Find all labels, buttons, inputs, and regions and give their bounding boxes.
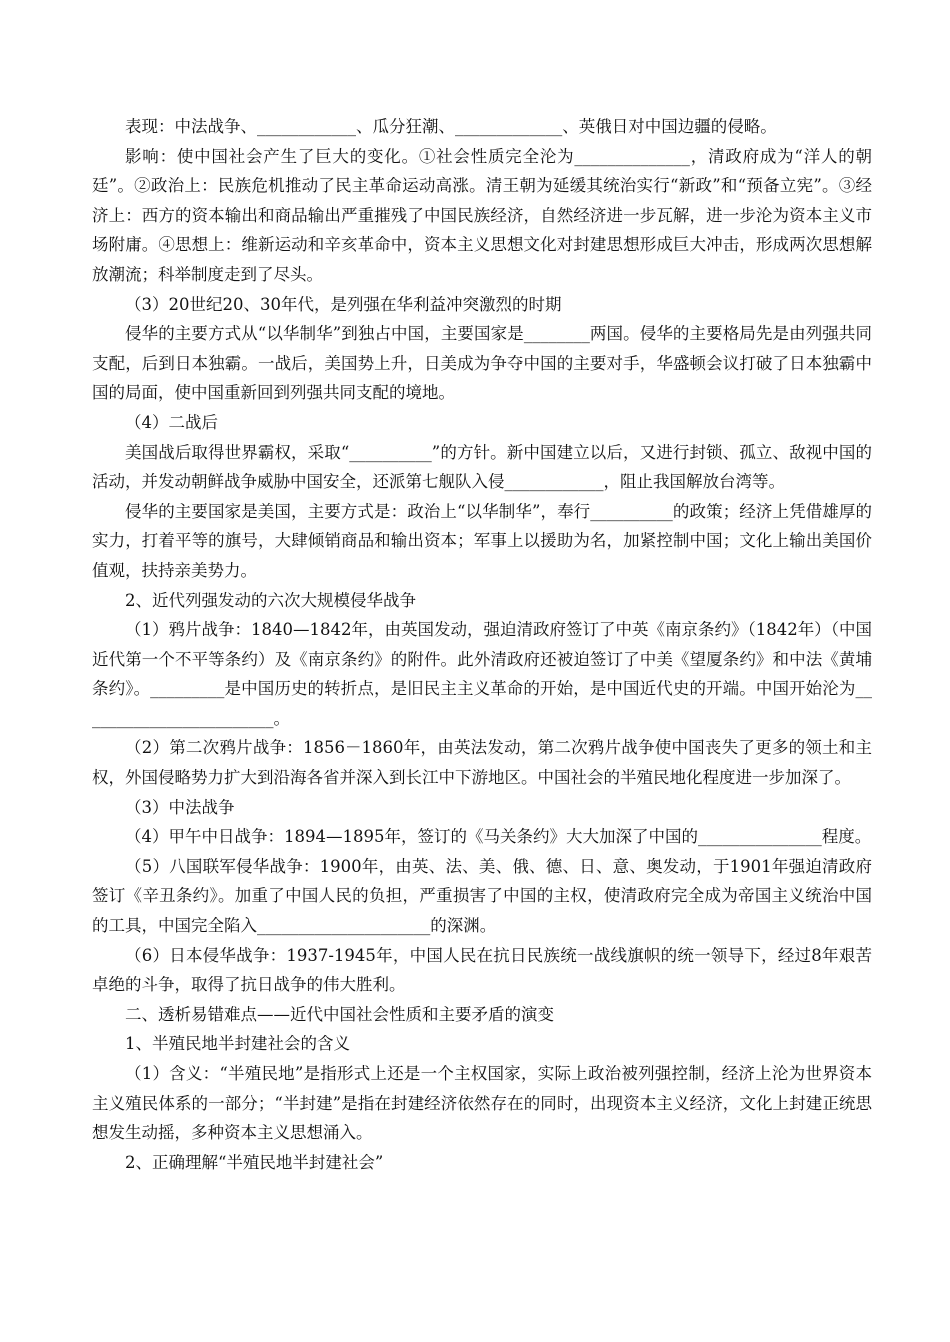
paragraph-meaning: （1）含义：“半殖民地”是指形式上还是一个主权国家，实际上政治被列强控制，经济上沦为世界资本主义殖民体系的一部分；“半封建”是指在封建经济依然存在的同时，出现资本主义经济，文化上封建正统思想发生动摇，多种资本主义思想涌入。 xyxy=(92,1064,872,1143)
section-heading-post-ww2: （4）二战后 xyxy=(125,412,218,432)
paragraph-sino-french-war: （3）中法战争 xyxy=(125,797,235,817)
section-heading-difficult-points: 二、透析易错难点——近代中国社会性质和主要矛盾的演变 xyxy=(125,1004,554,1024)
paragraph-influence: 影响：使中国社会产生了巨大的变化。①社会性质完全沦为______________，清政府成为“洋人的朝廷”。②政治上：民族危机推动了民主革命运动高涨。清王朝为延缓其统治实行“新政”和“预备立宪”。③经济上：西方的资本输出和商品输出严重摧残了中国民族经济，自然经济进一步瓦解，进一步沦为资本主义市场附庸。④思想上：维新运动和辛亥革命中，资本主义思想文化对封建思想形成巨大冲击，形成两次思想解放潮流；科举制度走到了尽头。 xyxy=(92,146,872,284)
section-heading-semi-colonial-meaning: 1、半殖民地半封建社会的含义 xyxy=(125,1034,350,1054)
paragraph-manifestation: 表现：中法战争、____________、瓜分狂潮、_____________、英俄日对中国边疆的侵略。 xyxy=(125,117,777,136)
paragraph-opium-war: （1）鸦片战争：1840—1842年，由英国发动，强迫清政府签订了中英《南京条约》（1842年）（中国近代第一个不平等条约）及《南京条约》的附件。此外清政府还被迫签订了中美《望厦条约》和中法《黄埔条约》。_________是中国历史的转折点，是旧民主主义革命的开始，是中国近代史的开端。中国开始沦为________________________。 xyxy=(92,620,872,728)
paragraph-sino-japanese-war: （4）甲午中日战争：1894—1895年，签订的《马关条约》大大加深了中国的_______________程度。 xyxy=(125,827,872,847)
paragraph-japanese-invasion: （6）日本侵华战争：1937-1945年，中国人民在抗日民族统一战线旗帜的统一领导下，经过8年艰苦卓绝的斗争，取得了抗日战争的伟大胜利。 xyxy=(92,945,872,995)
paragraph-us-hegemony: 美国战后取得世界霸权，采取“__________”的方针。新中国建立以后，又进行封锁、孤立、敌视中国的活动，并发动朝鲜战争威胁中国安全，还派第七舰队入侵____________，阻止我国解放台湾等。 xyxy=(92,442,872,492)
paragraph-eight-nation-alliance: （5）八国联军侵华战争：1900年，由英、法、美、俄、德、日、意、奥发动，于1901年强迫清政府签订《辛丑条约》。加重了中国人民的负担，严重损害了中国的主权，使清政府完全成为帝国主义统治中国的工具，中国完全陷入_____________________的深渊。 xyxy=(92,856,872,936)
paragraph-us-invasion-mode: 侵华的主要国家是美国，主要方式是：政治上“以华制华”，奉行__________的政策；经济上凭借雄厚的实力，打着平等的旗号，大肆倾销商品和输出资本；军事上以援助为名，加紧控制中国；文化上输出美国价值观，扶持亲美势力。 xyxy=(92,501,872,580)
section-heading-1920s-30s: （3）20世纪20、30年代，是列强在华利益冲突激烈的时期 xyxy=(125,294,562,314)
paragraph-invasion-mode-1920s: 侵华的主要方式从“以华制华”到独占中国，主要国家是________两国。侵华的主要格局先是由列强共同支配，后到日本独霸。一战后，美国势上升，日美成为争夺中国的主要对手，华盛顿会议打破了日本独霸中国的局面，使中国重新回到列强共同支配的境地。 xyxy=(92,324,872,403)
section-heading-correct-understanding: 2、正确理解“半殖民地半封建社会” xyxy=(125,1152,384,1172)
document-body xyxy=(92,112,872,1177)
section-heading-six-wars: 2、近代列强发动的六次大规模侵华战争 xyxy=(125,590,416,610)
paragraph-second-opium-war: （2）第二次鸦片战争：1856－1860年，由英法发动，第二次鸦片战争使中国丧失了更多的领土和主权，外国侵略势力扩大到沿海各省并深入到长江中下游地区。中国社会的半殖民地化程度进一步加深了。 xyxy=(92,738,872,788)
